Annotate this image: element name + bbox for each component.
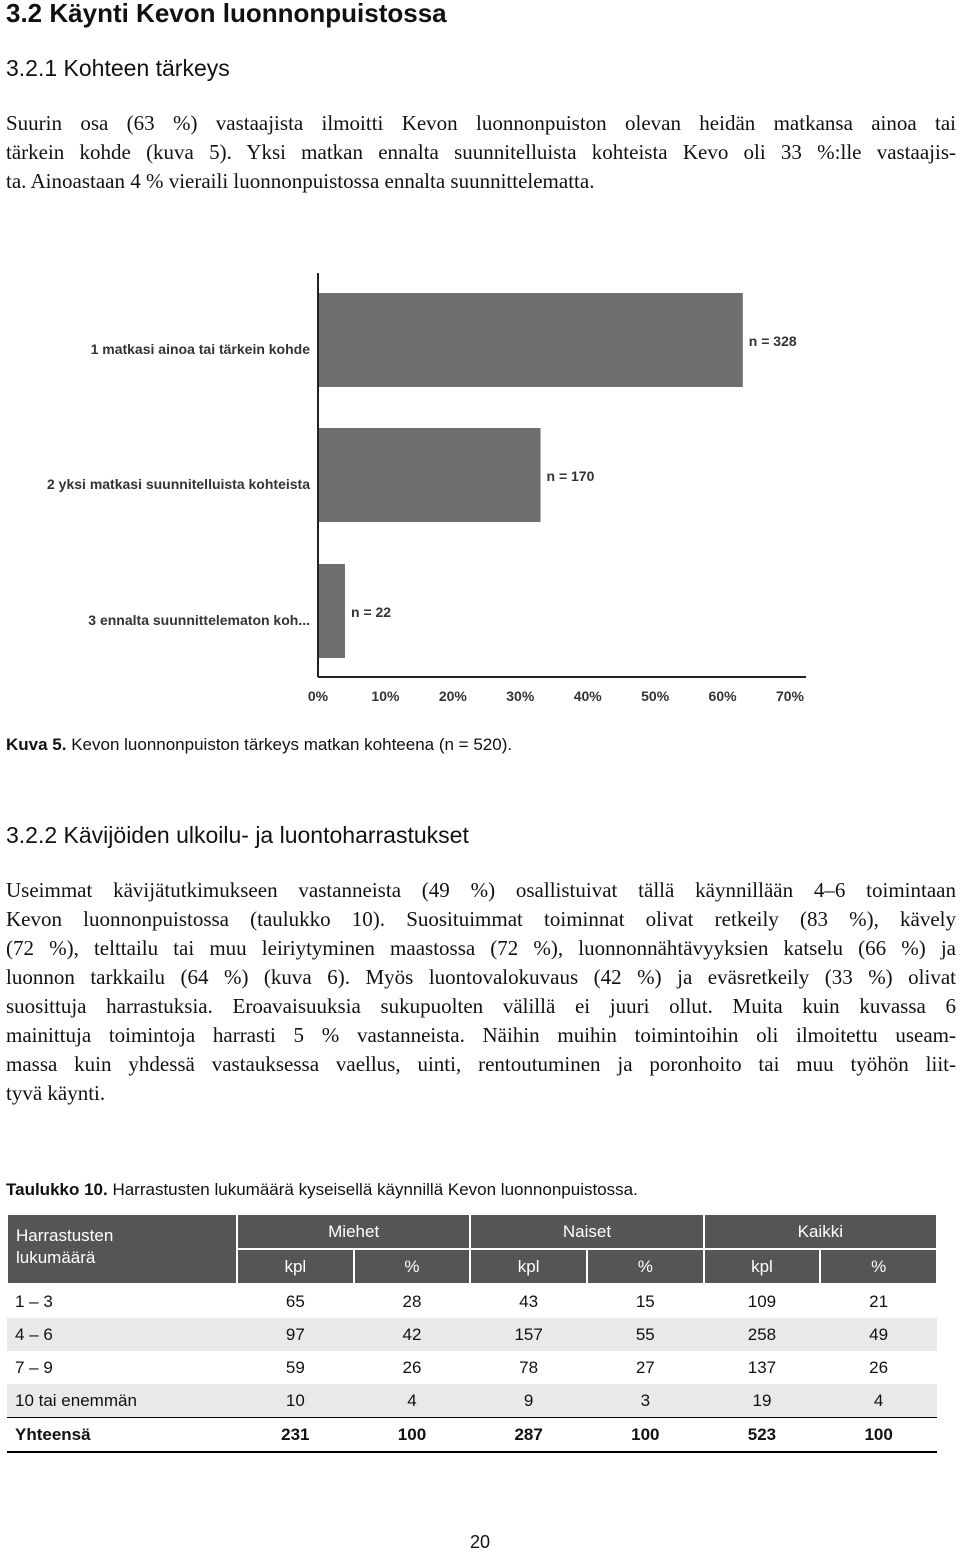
bar xyxy=(319,564,345,658)
table-row xyxy=(7,1384,937,1418)
table-caption-label: Taulukko 10. xyxy=(6,1180,108,1199)
table-cell: 4 xyxy=(354,1384,471,1418)
table-cell: 43 xyxy=(470,1284,587,1318)
table-cell: 55 xyxy=(587,1318,704,1351)
table-caption-text: Harrastusten lukumäärä kyseisellä käynnillä Kevon luonnonpuistossa. xyxy=(107,1180,638,1199)
table-cell: 9 xyxy=(470,1384,587,1418)
table-cell: 19 xyxy=(704,1384,821,1418)
paragraph-line: luonnon tarkkailu (64 %) (kuva 6). Myös luontovalokuvaus (42 %) ja eväsretkeily (33 %) olivat xyxy=(6,965,956,989)
paragraph-importance xyxy=(6,109,956,196)
table-cell: Yhteensä xyxy=(7,1418,237,1453)
category-label: 3 ennalta suunnittelematon koh... xyxy=(88,612,310,628)
paragraph-line: mainittuja toimintoja harrasti 5 % vastanneista. Näihin muihin toimintoihin oli ilmoitettu useam- xyxy=(6,1023,956,1047)
paragraph-line: suosittuja harrastuksia. Eroavaisuuksia sukupuolten välillä ei juuri ollut. Muita kuin kuvassa 6 xyxy=(6,994,956,1018)
table-cell: 1 – 3 xyxy=(7,1284,237,1318)
subheader-cell: % xyxy=(587,1249,704,1284)
tick-label: 10% xyxy=(371,688,400,704)
figure-caption-text: Kevon luonnonpuiston tärkeys matkan kohteena (n = 520). xyxy=(66,735,513,754)
tick-label: 40% xyxy=(573,688,602,704)
table-cell: 65 xyxy=(237,1284,354,1318)
subsection-heading-importance: 3.2.1 Kohteen tärkeys xyxy=(6,55,230,81)
tick-label: 0% xyxy=(307,688,329,704)
tick-label: 50% xyxy=(641,688,670,704)
table-cell: 21 xyxy=(820,1284,937,1318)
table-cell: 10 xyxy=(237,1384,354,1418)
importance-bar-chart xyxy=(0,265,960,715)
table-cell: 4 – 6 xyxy=(7,1318,237,1351)
subheader-cell: kpl xyxy=(237,1249,354,1284)
table-cell: 15 xyxy=(587,1284,704,1318)
tick-label: 30% xyxy=(506,688,535,704)
paragraph-line: massa kuin yhdessä vastauksessa vaellus, uinti, rentoutuminen ja poronhoito tai muu työhön liit- xyxy=(6,1052,956,1076)
table-cell: 7 – 9 xyxy=(7,1351,237,1384)
subheader-cell: % xyxy=(354,1249,471,1284)
table-cell: 109 xyxy=(704,1284,821,1318)
category-label: 2 yksi matkasi suunnitelluista kohteista xyxy=(47,476,310,492)
paragraph-line: Suurin osa (63 %) vastaajista ilmoitti Kevon luonnonpuiston olevan heidän matkansa ainoa tai xyxy=(6,111,956,135)
row-header-line: Harrastusten xyxy=(16,1226,114,1245)
table-cell: 137 xyxy=(704,1351,821,1384)
bar xyxy=(319,428,541,522)
paragraph-line: ta. Ainoastaan 4 % vieraili luonnonpuistossa ennalta suunnittelematta. xyxy=(6,169,595,193)
category-label: 1 matkasi ainoa tai tärkein kohde xyxy=(90,341,310,357)
activities-count-table xyxy=(6,1213,938,1453)
figure-caption-label: Kuva 5. xyxy=(6,735,67,754)
table-cell: 42 xyxy=(354,1318,471,1351)
table-cell: 49 xyxy=(820,1318,937,1351)
row-header xyxy=(7,1214,237,1284)
table-cell: 26 xyxy=(354,1351,471,1384)
group-header-all: Kaikki xyxy=(704,1214,937,1249)
tick-label: 60% xyxy=(708,688,737,704)
tick-label: 20% xyxy=(438,688,467,704)
table-cell: 100 xyxy=(354,1418,471,1453)
table-cell: 287 xyxy=(470,1418,587,1453)
tick-label: 70% xyxy=(775,688,805,704)
table-cell: 97 xyxy=(237,1318,354,1351)
table-cell: 100 xyxy=(587,1418,704,1453)
page-number: 20 xyxy=(469,1532,491,1552)
paragraph-line: (72 %), telttailu tai muu leiriytyminen maastossa (72 %), luonnonnähtävyyksien katselu (66 %) ja xyxy=(6,936,956,960)
table-caption xyxy=(6,1180,638,1200)
table-cell: 4 xyxy=(820,1384,937,1418)
table-cell: 100 xyxy=(820,1418,937,1453)
group-header-men: Miehet xyxy=(237,1214,470,1249)
figure-caption xyxy=(6,735,512,755)
paragraph-line: Useimmat kävijätutkimukseen vastanneista (49 %) osallistuivat tällä käynnillään 4–6 toimintaan xyxy=(6,878,956,902)
table-cell: 10 tai enemmän xyxy=(7,1384,237,1418)
subsection-heading-activities: 3.2.2 Kävijöiden ulkoilu- ja luontoharrastukset xyxy=(6,822,469,848)
table-cell: 59 xyxy=(237,1351,354,1384)
table-total-row xyxy=(7,1418,937,1453)
subheader-cell: kpl xyxy=(704,1249,821,1284)
table-cell: 157 xyxy=(470,1318,587,1351)
data-label: n = 170 xyxy=(546,468,595,484)
table-row xyxy=(7,1351,937,1384)
paragraph-line: Kevon luonnonpuistossa (taulukko 10). Suosituimmat toiminnat olivat retkeily (83 %), kävely xyxy=(6,907,956,931)
bar xyxy=(319,293,743,387)
table-cell: 28 xyxy=(354,1284,471,1318)
table-cell: 26 xyxy=(820,1351,937,1384)
data-label: n = 22 xyxy=(350,604,392,620)
table-cell: 231 xyxy=(237,1418,354,1453)
table-cell: 78 xyxy=(470,1351,587,1384)
row-header-line: lukumäärä xyxy=(16,1248,96,1267)
paragraph-activities xyxy=(6,876,956,1108)
data-label: n = 328 xyxy=(748,333,797,349)
table-cell: 3 xyxy=(587,1384,704,1418)
table-cell: 258 xyxy=(704,1318,821,1351)
section-heading: 3.2 Käynti Kevon luonnonpuistossa xyxy=(6,0,447,28)
table-cell: 27 xyxy=(587,1351,704,1384)
table-row xyxy=(7,1318,937,1351)
group-header-women: Naiset xyxy=(470,1214,703,1249)
subheader-cell: kpl xyxy=(470,1249,587,1284)
paragraph-line: tyvä käynti. xyxy=(6,1081,106,1105)
paragraph-line: tärkein kohde (kuva 5). Yksi matkan ennalta suunnitelluista kohteista Kevo oli 33 %:lle vastaajis- xyxy=(6,140,956,164)
table-row xyxy=(7,1284,937,1318)
table-cell: 523 xyxy=(704,1418,821,1453)
subheader-cell: % xyxy=(820,1249,937,1284)
